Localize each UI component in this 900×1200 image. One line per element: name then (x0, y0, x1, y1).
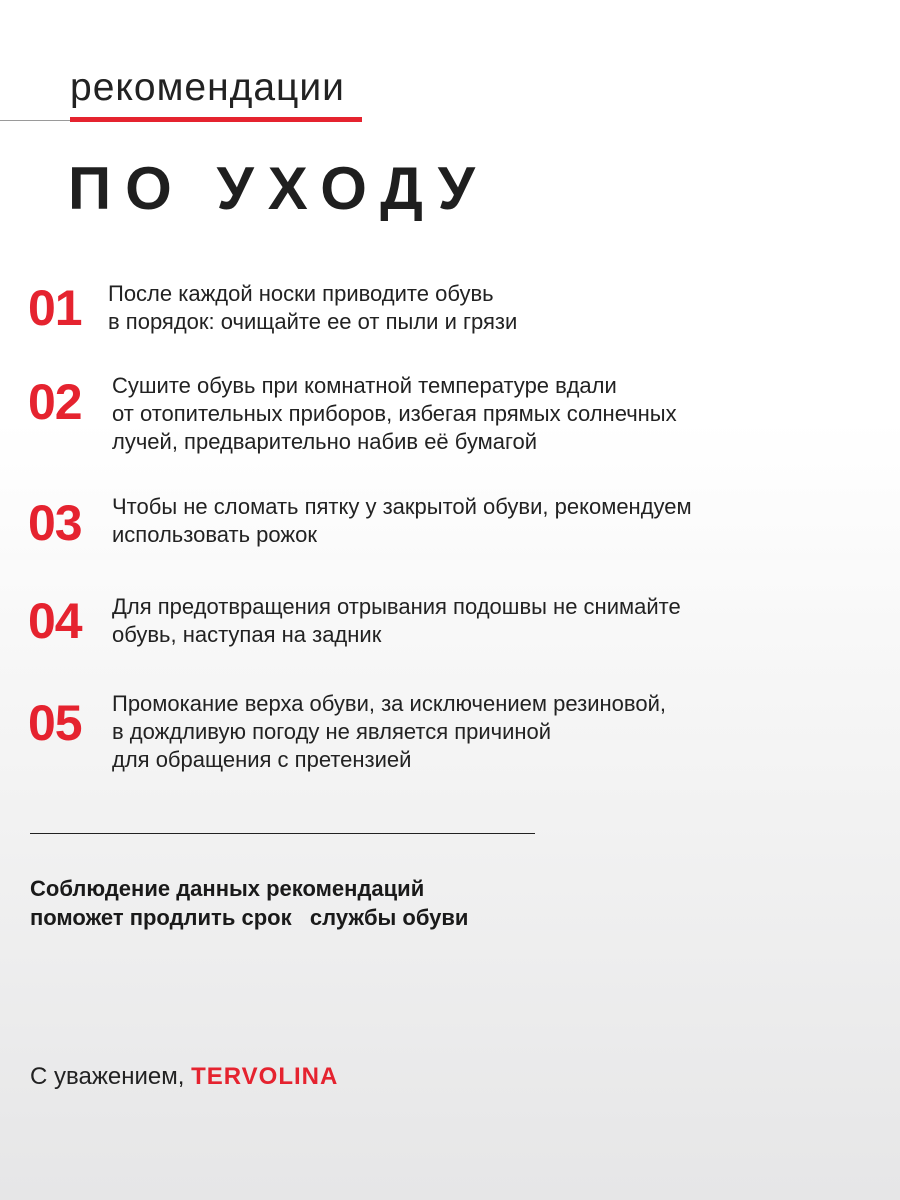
item-text-line: для обращения с претензией (112, 747, 412, 772)
item-text-line: Для предотвращения отрывания подошвы не снимайте (112, 594, 681, 619)
item-number: 03 (28, 495, 82, 551)
signature (30, 1063, 338, 1091)
item-text (112, 493, 872, 549)
item-text-line: использовать рожок (112, 522, 317, 547)
item-text-line: Сушите обувь при комнатной температуре вдали (112, 373, 617, 398)
item-text (112, 372, 872, 456)
closing-note (30, 874, 468, 932)
item-number: 01 (28, 280, 82, 336)
signature-prefix: С уважением, (30, 1063, 192, 1090)
page-subtitle: рекомендации (70, 66, 345, 109)
item-text-line: Промокание верха обуви, за исключением резиновой, (112, 691, 666, 716)
closing-note-line: Соблюдение данных рекомендаций (30, 876, 425, 901)
item-text-line: После каждой носки приводите обувь (108, 281, 494, 306)
closing-note-line: поможет продлить срок службы обуви (30, 905, 469, 930)
header-accent-underline (70, 117, 362, 122)
item-text-line: от отопительных приборов, избегая прямых солнечных (112, 401, 677, 426)
item-number: 04 (28, 593, 82, 649)
item-text-line: в порядок: очищайте ее от пыли и грязи (108, 309, 518, 334)
section-divider (30, 833, 535, 834)
item-text (112, 690, 872, 774)
brand-name: TERVOLINA (191, 1063, 339, 1090)
item-text-line: в дождливую погоду не является причиной (112, 719, 552, 744)
item-number: 05 (28, 695, 82, 751)
page-title: ПО УХОДУ (68, 155, 489, 222)
item-text-line: лучей, предварительно набив её бумагой (112, 429, 538, 454)
item-text (108, 280, 868, 336)
item-text-line: обувь, наступая на задник (112, 622, 382, 647)
item-text-line: Чтобы не сломать пятку у закрытой обуви, рекомендуем (112, 494, 692, 519)
item-number: 02 (28, 374, 82, 430)
item-text (112, 593, 872, 649)
